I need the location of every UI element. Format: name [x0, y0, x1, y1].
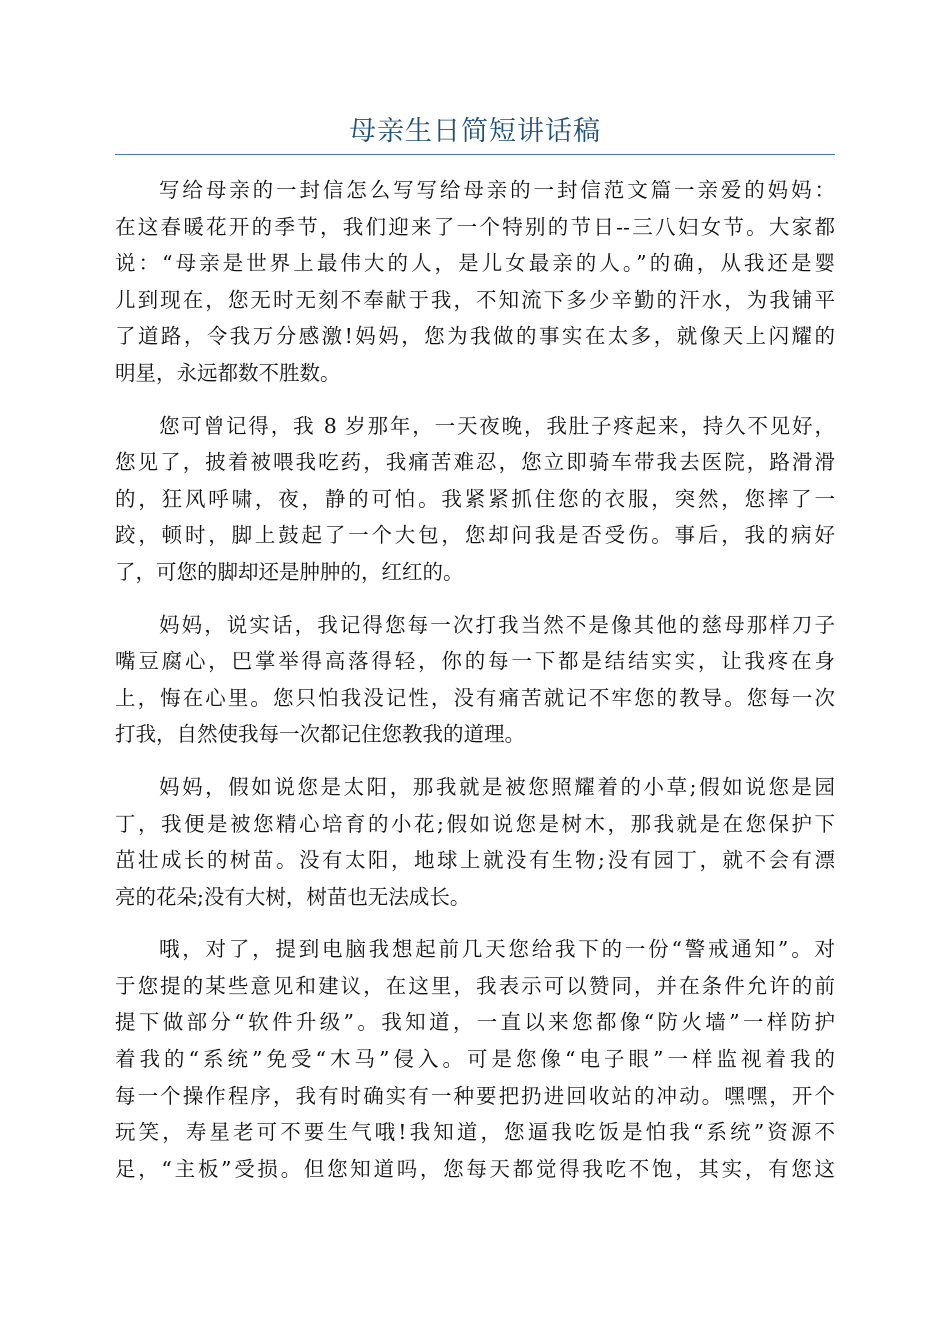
text-line: 嘴豆腐心，巴掌举得高落得轻，你的每一下都是结结实实，让我疼在身: [115, 649, 835, 674]
text-line: 妈妈，假如说您是太阳，那我就是被您照耀着的小草;假如说您是园: [159, 774, 835, 799]
text-line: 明星，永远都数不胜数。: [115, 360, 341, 385]
text-line: 玩笑，寿星老可不要生气哦!我知道，您逼我吃饭是怕我“系统”资源不: [115, 1120, 835, 1145]
paragraph-1: [115, 172, 835, 392]
text-line: 哦，对了，提到电脑我想起前几天您给我下的一份“警戒通知”。对: [159, 937, 835, 962]
title-underline: [115, 154, 835, 155]
text-line: 于您提的某些意见和建议，在这里，我表示可以赞同，并在条件允许的前: [115, 973, 835, 998]
text-line: 了道路，令我万分感激!妈妈，您为我做的事实在太多，就像天上闪耀的: [115, 324, 835, 349]
text-line: 的，狂风呼啸，夜，静的可怕。我紧紧抓住您的衣服，突然，您摔了一: [115, 486, 835, 511]
text-line: 儿到现在，您无时无刻不奉献于我，不知流下多少辛勤的汗水，为我铺平: [115, 287, 835, 312]
text-line: 在这春暖花开的季节，我们迎来了一个特别的节日--三八妇女节。大家都: [115, 214, 835, 239]
text-line: 亮的花朵;没有大树，树苗也无法成长。: [115, 884, 471, 909]
text-line: 上，悔在心里。您只怕我没记性，没有痛苦就记不牢您的教导。您每一次: [115, 685, 835, 710]
document-title: 母亲生日简短讲话稿: [349, 116, 601, 147]
text-line: 说：“母亲是世界上最伟大的人，是儿女最亲的人。”的确，从我还是婴: [115, 251, 835, 276]
text-line: 打我，自然使我每一次都记住您教我的道理。: [115, 722, 525, 747]
text-line: 跤，顿时，脚上鼓起了一个大包，您却问我是否受伤。事后，我的病好: [115, 523, 835, 548]
text-line: 妈妈，说实话，我记得您每一次打我当然不是像其他的慈母那样刀子: [159, 612, 835, 637]
text-line: 您可曾记得，我 8 岁那年，一天夜晚，我肚子疼起来，持久不见好，: [159, 413, 835, 438]
paragraph-3: [115, 607, 835, 753]
text-line: 着我的“系统”免受“木马”侵入。可是您像“电子眼”一样监视着我的: [115, 1047, 835, 1072]
text-line: 写给母亲的一封信怎么写写给母亲的一封信范文篇一亲爱的妈妈：: [159, 178, 835, 202]
paragraph-2: [115, 408, 835, 591]
text-line: 丁，我便是被您精心培育的小花;假如说您是树木，那我就是在您保护下: [115, 811, 835, 836]
paragraph-5: [115, 931, 835, 1187]
document-body: [115, 172, 835, 1203]
text-line: 茁壮成长的树苗。没有太阳，地球上就没有生物;没有园丁，就不会有漂: [115, 848, 835, 873]
text-line: 提下做部分“软件升级”。我知道，一直以来您都像“防火墙”一样防护: [115, 1010, 835, 1035]
text-line: 足，“主板”受损。但您知道吗，您每天都觉得我吃不饱，其实，有您这: [115, 1156, 835, 1181]
text-line: 了，可您的脚却还是肿肿的，红红的。: [115, 559, 464, 584]
text-line: 每一个操作程序，我有时确实有一种要把扔进回收站的冲动。嘿嘿，开个: [115, 1083, 835, 1108]
text-line: 您见了，披着被喂我吃药，我痛苦难忍，您立即骑车带我去医院，路滑滑: [115, 450, 835, 475]
paragraph-4: [115, 769, 835, 915]
